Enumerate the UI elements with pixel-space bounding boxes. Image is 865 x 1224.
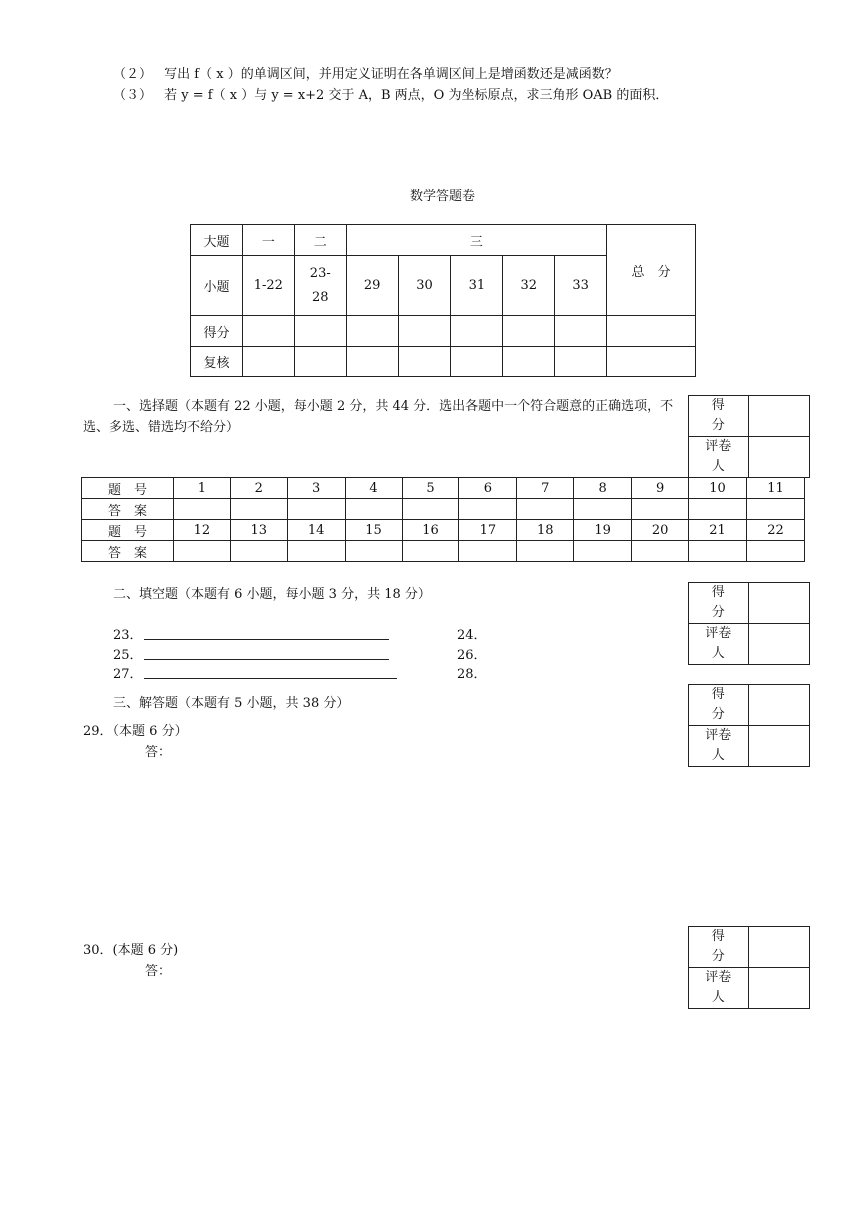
grader-input-cell[interactable] [748,726,809,767]
question-3 [113,84,668,103]
score-cell[interactable] [398,316,451,347]
section-1-heading: 一、选择题（本题有 22 小题，每小题 2 分，共 44 分．选出各题中一个符合题意的正确选项，不选、多选、错选均不给分） [83,399,674,435]
score-box-section-2 [688,582,810,665]
question-number: 4 [345,478,402,499]
answer-cell[interactable] [517,499,574,520]
major-3: 三 [346,225,606,256]
question-29-answer-label: 答： [145,745,172,760]
score-cell[interactable] [607,316,696,347]
answer-cell[interactable] [173,499,230,520]
answer-cell[interactable] [402,499,459,520]
score-label: 得 分 [689,927,749,968]
question-number: 7 [517,478,574,499]
answer-cell[interactable] [632,499,689,520]
grader-input-cell[interactable] [748,437,809,478]
answer-row [82,499,805,520]
major-1: 一 [242,225,294,256]
review-cell[interactable] [398,347,451,377]
question-number: 13 [230,520,287,541]
score-cell[interactable] [346,316,398,347]
question-number: 19 [574,520,632,541]
question-number: 8 [574,478,632,499]
row-label-review: 复核 [191,347,243,377]
minor-cell: 23- 28 [294,256,346,316]
question-number: 11 [746,478,804,499]
question-number: 12 [173,520,230,541]
answer-cell[interactable] [230,499,287,520]
blank-line-25[interactable] [144,659,389,660]
question-number: 18 [517,520,574,541]
blank-label: 27． [113,667,143,682]
question-30-title: 30．(本题 6 分) [83,943,179,958]
section-3-heading: 三、解答题（本题有 5 小题，共 38 分） [113,696,350,711]
question-number: 9 [632,478,689,499]
question-number-row [82,478,805,499]
question-number: 16 [402,520,459,541]
blank-line-23[interactable] [144,639,389,640]
blank-label: 24． [457,628,487,643]
answer-label: 答 案 [82,541,174,562]
answer-cell[interactable] [574,499,632,520]
score-label: 得 分 [689,583,749,624]
question-number: 3 [287,478,345,499]
answer-cell[interactable] [574,541,632,562]
section-2-heading: 二、填空题（本题有 6 小题，每小题 3 分，共 18 分） [113,587,431,602]
question-number: 22 [746,520,804,541]
score-box-section-3 [688,684,810,767]
score-cell[interactable] [242,316,294,347]
answer-row [82,541,805,562]
answer-cell[interactable] [345,541,402,562]
blank-label: 28． [457,667,487,682]
question-number-label: 题 号 [82,520,174,541]
grader-label: 评卷 人 [689,437,749,478]
score-box-question-30 [688,926,810,1009]
score-label: 得 分 [689,396,749,437]
answer-cell[interactable] [402,541,459,562]
question-number-row [82,520,805,541]
score-label: 得 分 [689,685,749,726]
score-cell[interactable] [451,316,503,347]
answer-cell[interactable] [517,541,574,562]
answer-label: 答 案 [82,499,174,520]
grader-label: 评卷 人 [689,726,749,767]
score-cell[interactable] [555,316,607,347]
question-number: 2 [230,478,287,499]
question-number: 21 [689,520,747,541]
answer-cell[interactable] [689,499,747,520]
total-label: 总 分 [607,225,696,316]
score-input-cell[interactable] [748,396,809,437]
minor-cell: 32 [503,256,555,316]
question-2 [113,63,618,82]
blank-label: 26． [457,648,487,663]
row-label-minor: 小题 [191,256,243,316]
question-number: 5 [402,478,459,499]
row-label-score: 得分 [191,316,243,347]
summary-table [190,224,696,377]
score-input-cell[interactable] [748,927,809,968]
grader-label: 评卷 人 [689,968,749,1009]
question-number: 14 [287,520,345,541]
major-2: 二 [294,225,346,256]
summary-row-review [191,347,696,377]
grader-input-cell[interactable] [748,624,809,665]
answer-cell[interactable] [459,541,517,562]
row-label-major: 大题 [191,225,243,256]
summary-row-major [191,225,696,256]
minor-cell: 29 [346,256,398,316]
minor-cell: 1-22 [242,256,294,316]
question-2-text: 写出 f（ x ）的单调区间，并用定义证明在各单调区间上是增函数还是减函数？ [164,67,618,82]
answer-cell[interactable] [459,499,517,520]
answer-cell[interactable] [746,499,804,520]
answer-cell[interactable] [345,499,402,520]
question-number: 17 [459,520,517,541]
answer-cell[interactable] [287,499,345,520]
choice-answer-table [81,477,805,562]
review-cell[interactable] [451,347,503,377]
grader-label: 评卷 人 [689,624,749,665]
review-cell[interactable] [555,347,607,377]
question-3-number: （３） [113,88,153,103]
review-cell[interactable] [242,347,294,377]
review-cell[interactable] [346,347,398,377]
question-number: 10 [689,478,747,499]
question-29-title: 29．（本题 6 分） [83,724,188,739]
score-cell[interactable] [503,316,555,347]
minor-cell: 30 [398,256,451,316]
score-box-section-1 [688,395,810,478]
question-number: 20 [632,520,689,541]
blank-label: 25． [113,648,143,663]
question-2-number: （２） [113,67,153,82]
minor-cell: 31 [451,256,503,316]
question-3-text: 若 y = f（ x ）与 y = x+2 交于 A，B 两点，O 为坐标原点，求三角形 OAB 的面积． [164,88,669,103]
question-number-label: 题 号 [82,478,174,499]
grader-input-cell[interactable] [748,968,809,1009]
question-number: 1 [173,478,230,499]
review-cell[interactable] [503,347,555,377]
question-number: 15 [345,520,402,541]
answer-cell[interactable] [230,541,287,562]
blank-label: 23． [113,628,143,643]
minor-cell: 33 [555,256,607,316]
question-30-answer-label: 答： [145,964,172,979]
blank-line-27[interactable] [144,678,397,679]
page-title: 数学答题卷 [409,189,475,204]
answer-cell[interactable] [689,541,747,562]
review-cell[interactable] [607,347,696,377]
answer-cell[interactable] [746,541,804,562]
score-input-cell[interactable] [748,685,809,726]
answer-cell[interactable] [632,541,689,562]
review-cell[interactable] [294,347,346,377]
summary-row-score [191,316,696,347]
question-number: 6 [459,478,517,499]
score-input-cell[interactable] [748,583,809,624]
answer-cell[interactable] [173,541,230,562]
answer-cell[interactable] [287,541,345,562]
score-cell[interactable] [294,316,346,347]
